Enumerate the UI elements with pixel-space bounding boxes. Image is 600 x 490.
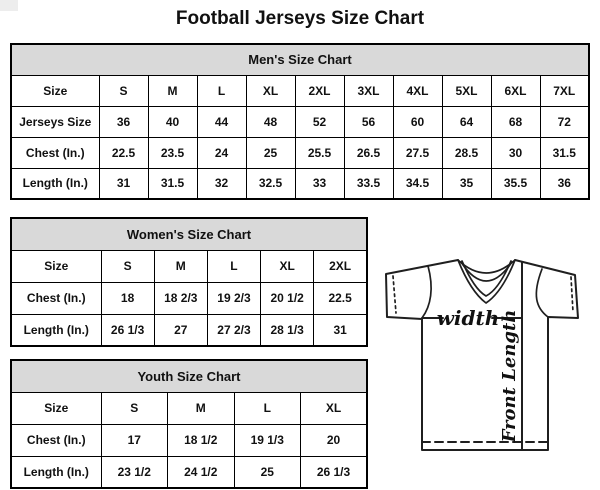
table-cell: 6XL — [491, 75, 540, 106]
table-cell: L — [207, 250, 260, 282]
table-cell: 22.5 — [99, 137, 148, 168]
row-label: Length (In.) — [11, 456, 101, 488]
row-label: Length (In.) — [11, 314, 101, 346]
table-cell: 44 — [197, 106, 246, 137]
row-label: Size — [11, 250, 101, 282]
mens-size-table — [10, 43, 590, 200]
jersey-measurement-diagram — [378, 250, 590, 462]
table-cell: 23 1/2 — [101, 456, 168, 488]
table-cell: 31.5 — [148, 168, 197, 199]
row-label: Chest (In.) — [11, 137, 99, 168]
table-cell: 52 — [295, 106, 344, 137]
table-cell: 32.5 — [246, 168, 295, 199]
width-label: width — [436, 306, 500, 330]
table-cell: 56 — [344, 106, 393, 137]
table-cell: 64 — [442, 106, 491, 137]
collar-back-arc-inner — [461, 262, 512, 281]
table-cell: 19 1/3 — [234, 424, 301, 456]
table-cell: 36 — [540, 168, 589, 199]
table-cell: S — [99, 75, 148, 106]
table-cell: 31.5 — [540, 137, 589, 168]
table-cell: 33.5 — [344, 168, 393, 199]
table-cell: XL — [261, 250, 314, 282]
table-cell: M — [168, 392, 235, 424]
row-label: Length (In.) — [11, 168, 99, 199]
table-cell: 20 — [301, 424, 368, 456]
table-cell: 18 — [101, 282, 154, 314]
table-cell: XL — [301, 392, 368, 424]
right-cuff-dotted-line — [571, 277, 573, 312]
table-cell: S — [101, 250, 154, 282]
youth-size-table — [10, 359, 368, 489]
table-cell: M — [154, 250, 207, 282]
table-cell: 24 1/2 — [168, 456, 235, 488]
table-cell: 24 — [197, 137, 246, 168]
table-cell: 20 1/2 — [261, 282, 314, 314]
table-cell: 25.5 — [295, 137, 344, 168]
table-cell: 30 — [491, 137, 540, 168]
table-cell: 72 — [540, 106, 589, 137]
men-table-caption: Men's Size Chart — [11, 44, 589, 75]
row-label: Size — [11, 392, 101, 424]
page-title: Football Jerseys Size Chart — [175, 8, 425, 29]
table-cell: XL — [246, 75, 295, 106]
table-cell: 35 — [442, 168, 491, 199]
table-cell: 26.5 — [344, 137, 393, 168]
table-cell: 23.5 — [148, 137, 197, 168]
right-sleeve-seam — [536, 269, 548, 317]
row-label: Chest (In.) — [11, 424, 101, 456]
table-cell: 28.5 — [442, 137, 491, 168]
table-cell: 2XL — [314, 250, 367, 282]
youth-table-caption: Youth Size Chart — [11, 360, 367, 392]
table-cell: 28 1/3 — [261, 314, 314, 346]
row-label: Size — [11, 75, 99, 106]
table-cell: 68 — [491, 106, 540, 137]
table-cell: 36 — [99, 106, 148, 137]
table-cell: 3XL — [344, 75, 393, 106]
table-cell: 26 1/3 — [301, 456, 368, 488]
table-cell: 33 — [295, 168, 344, 199]
table-cell: 31 — [99, 168, 148, 199]
left-cuff-dotted-line — [393, 276, 396, 313]
table-cell: 40 — [148, 106, 197, 137]
womens-size-table — [10, 217, 368, 347]
table-cell: L — [234, 392, 301, 424]
table-cell: L — [197, 75, 246, 106]
left-sleeve-seam — [422, 266, 431, 318]
table-cell: 5XL — [442, 75, 491, 106]
table-cell: 25 — [246, 137, 295, 168]
jersey-body-outline — [386, 260, 578, 450]
table-cell: S — [101, 392, 168, 424]
table-cell: 18 2/3 — [154, 282, 207, 314]
front-length-label: Front Length — [499, 309, 520, 443]
women-table-caption: Women's Size Chart — [11, 218, 367, 250]
table-cell: M — [148, 75, 197, 106]
table-cell: 31 — [314, 314, 367, 346]
table-cell: 35.5 — [491, 168, 540, 199]
table-cell: 17 — [101, 424, 168, 456]
vneck-inner — [462, 261, 511, 296]
table-cell: 18 1/2 — [168, 424, 235, 456]
row-label: Jerseys Size — [11, 106, 99, 137]
table-cell: 27.5 — [393, 137, 442, 168]
row-label: Chest (In.) — [11, 282, 101, 314]
jersey-outline-svg — [378, 250, 590, 462]
table-cell: 19 2/3 — [207, 282, 260, 314]
table-cell: 2XL — [295, 75, 344, 106]
table-cell: 4XL — [393, 75, 442, 106]
table-cell: 25 — [234, 456, 301, 488]
table-cell: 27 — [154, 314, 207, 346]
table-cell: 7XL — [540, 75, 589, 106]
table-cell: 32 — [197, 168, 246, 199]
table-cell: 48 — [246, 106, 295, 137]
table-cell: 26 1/3 — [101, 314, 154, 346]
table-cell: 34.5 — [393, 168, 442, 199]
table-cell: 60 — [393, 106, 442, 137]
table-cell: 22.5 — [314, 282, 367, 314]
table-cell: 27 2/3 — [207, 314, 260, 346]
